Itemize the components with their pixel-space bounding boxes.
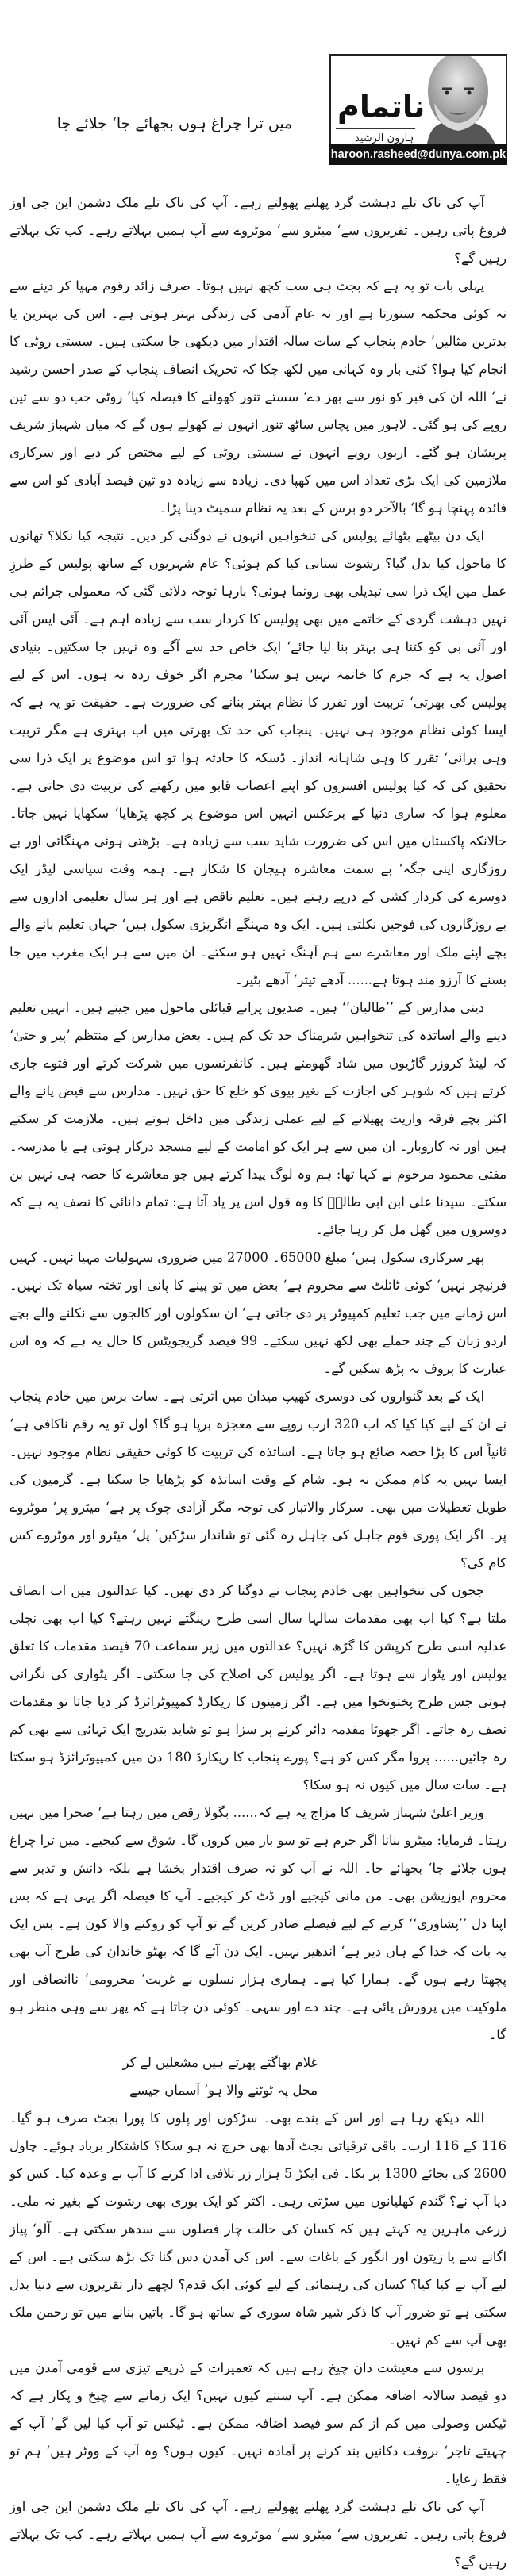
article-paragraph: آپ کی ناک تلے دہشت گرد پھلتے پھولتے رہے۔ آپ کی ناک تلے ملک دشمن این جی اوز فروغ پاتی رہیں۔ تقریروں سے‘ میٹرو سے‘ موٹروے سے آپ ہمیں بہلاتے رہے۔ کب تک بہلاتے رہیں گے؟: [10, 2499, 506, 2570]
article-paragraph: ججوں کی تنخواہیں بھی خادم پنجاب نے دوگنا کر دی تھیں۔ کیا عدالتوں میں اب انصاف ملتا ہے؟ کیا اب بھی مقدمات سالہا سال اسی طرح رینگتے نہیں رہتے؟ کیا اب بھی نچلی عدلیہ اسی طرح کرپشن کا گڑھ نہیں؟ عدالتوں میں زیر سماعت 70 فیصد مقدمات کا تعلق پولیس اور پٹوار سے ہوتا ہے۔ اگر پولیس کی اصلاح کی جا سکتی۔ اگر پٹواری کی نگرانی ہوتی جس طرح پختونخوا میں ہے۔ اگر زمینوں کا ریکارڈ کمپیوٹرائزڈ کر دیا جاتا تو مقدمات نصف رہ جاتے۔ اگر جھوٹا مقدمہ دائر کرنے پر سزا ہو تو شاید بتدریج ایک تہائی سے بھی کم رہ جائیں...... پروا مگر کس کو ہے؟ پورے پنجاب کا ریکارڈ 180 دن میں کمپیوٹرائزڈ ہو سکتا ہے۔ سات سال میں کیوں نہ ہو سکا؟: [10, 1583, 506, 1792]
article-paragraph: وزیر اعلیٰ شہباز شریف کا مزاج یہ ہے کہ...... بگولا رقص میں رہتا ہے‘ صحرا میں نہیں رہتا۔ فرمایا: میٹرو بنانا اگر جرم ہے تو سو بار میں کروں گا۔ شوق سے کیجیے۔ میں ترا چراغ ہوں جلائے جا‘ بجھائے جا۔ اللہ نے آپ کو نہ صرف اقتدار بخشا ہے بلکہ دانش و تدبر سے محروم اپوزیشن بھی۔ من مانی کیجیے اور ڈٹ کر کیجیے۔ آپ کا فیصلہ اگر یہی ہے کہ بس اپنا دل ’’پشاوری‘‘ کرنے کے لیے فیصلے صادر کریں گے تو آپ کو روکنے والا کون ہے۔ بس ایک یہ بات کہ خدا کے ہاں دیر ہے‘ اندھیر نہیں۔ ایک دن آئے گا کہ بھٹو خاندان کی طرح آپ بھی پچھتا رہے ہوں گے۔ ہمارا کیا ہے۔ ہماری ہزار نسلوں نے غربت‘ محرومی‘ ناانصافی اور ملوکیت میں پرورش پائی ہے۔ چند دے اور سہی۔ کوئی دن جاتا ہے کہ پھر سے وہی منظر ہو گا۔: [10, 1805, 506, 2042]
article-paragraph: ایک کے بعد گنواروں کی دوسری کھیپ میدان میں اترتی ہے۔ سات برس میں خادم پنجاب نے ان کے لیے کیا کیا کہ اب 320 ارب روپے سے معجزہ برپا ہو گا؟ اول تو یہ رقم ناکافی ہے‘ ثانیاً اس کا بڑا حصہ ضائع ہو جاتا ہے۔ اساتذہ کی تربیت کا کوئی حقیقی نظام موجود نہیں۔ ایسا نہیں یہ کام ممکن نہ ہو۔ شام کے وقت اساتذہ کو پڑھایا جا سکتا ہے۔ گرمیوں کی طویل تعطیلات میں بھی۔ سرکار والاتبار کی توجہ مگر آزادی چوک پر ہے‘ میٹرو پر‘ موٹروے پر۔ اگر ایک پوری قوم جاہل کی جاہل رہ گئی تو شاندار سڑکیں‘ پل‘ میٹرو اور موٹروے کس کام کی؟: [10, 1389, 506, 1570]
article-paragraph: پھر سرکاری سکول ہیں‘ مبلغ 65000۔ 27000 میں ضروری سہولیات مہیا نہیں۔ کہیں فرنیچر نہیں‘ کوئی ٹائلٹ سے محروم ہے‘ بعض میں تو پینے کا پانی اور تختہ سیاہ تک نہیں۔ اس زمانے میں جب تعلیم کمپیوٹر پر دی جاتی ہے‘ ان سکولوں اور کالجوں سے نکلنے والے بچے اردو زبان کے چند جملے بھی لکھ نہیں سکتے۔ 99 فیصد گریجویٹس کا حال یہ ہے کہ وہ اس عبارت کا پروف نہ پڑھ سکیں گے۔: [10, 1250, 506, 1376]
verse-line: محل پہ ٹوٹنے والا ہو‘ آسماں جیسے: [129, 2083, 318, 2098]
column-name: ناتمام: [337, 89, 426, 124]
article-paragraph: آپ کی ناک تلے دہشت گرد پھلتے پھولتے رہے۔ آپ کی ناک تلے ملک دشمن این جی اوز فروغ پاتی رہیں۔ تقریروں سے‘ میٹرو سے‘ موٹروے سے آپ ہمیں بہلاتے رہے۔ کب تک بہلاتے رہیں گے؟: [10, 195, 506, 266]
article-paragraph: اللہ دیکھ رہا ہے اور اس کے بندے بھی۔ سڑکوں اور پلوں کا پورا بجٹ صرف ہو گیا۔ 116 کے 116 ارب۔ باقی ترقیاتی بجٹ آدھا بھی خرچ نہ ہو سکا؟ کاشتکار برباد ہوئے۔ چاول 2600 کی بجائے 1300 پر بکا۔ فی ایکڑ 5 ہزار زر تلافی ادا کرنے کا آپ نے وعدہ کیا۔ کس کو دیا آپ نے؟ گندم کھلیانوں میں سڑتی رہی۔ اکثر کو ایک بوری بھی رشوت کے بغیر نہ ملی۔ زرعی ماہرین یہ کہتے ہیں کہ کسان کی حالت چار فصلوں سے سدھر سکتی ہے۔ آلو‘ پیاز اگانے سے یا زیتون اور انگور کے باغات سے۔ اس کی آمدن دس گنا تک بڑھ سکتی ہے۔ اس کے لیے آپ نے کیا کیا؟ کسان کی رہنمائی کے لیے کوئی ایک قدم؟ لچھے دار تقریروں سے دنیا بدل سکتی ہے تو ضرور آپ کا ذکر شیر شاہ سوری کے ساتھ ہو گا۔ باتیں بنانے میں تو رحمن ملک بھی آپ سے کم نہیں۔: [10, 2110, 506, 2348]
article-title: میں ترا چراغ ہوں بجھائے جا‘ جلائے جا: [56, 115, 293, 132]
author-email[interactable]: haroon.rasheed@dunya.com.pk: [329, 144, 507, 165]
author-name: ہارون الرشید: [355, 132, 414, 144]
article-body: [10, 189, 506, 2576]
article-paragraph: دینی مدارس کے ’’طالبان‘‘ ہیں۔ صدیوں پرانے قبائلی ماحول میں جیتے ہیں۔ انہیں تعلیم دینے والے اساتذہ کی تنخواہیں شرمناک حد تک کم ہیں۔ بعض مدارس کے منتظم ’پیر و حتیٰ‘ کہ لینڈ کروزر گاڑیوں میں شاد گھومتے ہیں۔ کانفرنسوں میں شرکت کرتے اور فتوے جاری کرتے ہیں کہ شوہر کی اجازت کے بغیر بیوی کو خلع کا حق نہیں۔ مدارس سے فیض پانے والے اکثر بچے فرقہ واریت پھیلانے کے لیے عملی زندگی میں داخل ہوتے ہیں۔ ملازمت کر سکتے ہیں اور نہ کاروبار۔ ان میں سے ہر ایک کو امامت کے لیے مسجد درکار ہوتی ہے یا مدرسہ۔ مفتی محمود مرحوم نے کہا تھا: ہم وہ لوگ پیدا کرتے ہیں جو معاشرے کا حصہ ہی نہیں بن سکتے۔ سیدنا علی ابن ابی طالبؓ کا وہ قول اس پر یاد آتا ہے: تمام دانائی کا نصف یہ ہے کہ دوسروں میں گھل مل کر رہا جائے۔: [10, 1000, 506, 1237]
verse-line: غلام بھاگتے پھرتے ہیں مشعلیں لے کر: [122, 2055, 318, 2070]
article-paragraph: ایک دن بیٹھے بٹھائے پولیس کی تنخواہیں انہوں نے دوگنی کر دیں۔ نتیجہ کیا نکلا؟ تھانوں کا ماحول کیا بدل گیا؟ رشوت ستانی کیا کم ہوئی؟ عام شہریوں کے ساتھ پولیس کے طرزِ عمل میں ایک ذرا سی تبدیلی بھی رونما ہوئی؟ بارہا توجہ دلائی گئی کہ معمولی جرائم ہی نہیں دہشت گردی کے خاتمے میں بھی پولیس کا کردار سب سے زیادہ اہم ہے۔ آئی ایس آئی اور آئی بی کو کتنا ہی بہتر بنا لیا جائے‘ ایک خاص حد سے آگے وہ نہیں جا سکتیں۔ بنیادی اصول یہ ہے کہ جرم کا خاتمہ نہیں ہو سکتا‘ مجرم اگر خوف زدہ نہ ہوں۔ اس کے لیے پولیس کی بھرتی‘ تربیت اور تقرر کا نظام بہتر بنانے کی ضرورت ہے۔ حقیقت تو یہ ہے کہ ایسا کوئی نظام موجود ہی نہیں۔ پنجاب کی حد تک بھرتی میں اب بہتری ہے مگر تربیت وہی پرانی‘ تقرر کا وہی شاہانہ انداز۔ ڈسکہ کا حادثہ ہوا تو اس موضوع پر ایک ذرا سی تحقیق کی کہ کیا پولیس افسروں کو اپنے اعصاب قابو میں رکھنے کی تربیت دی جاتی ہے۔ معلوم ہوا کہ ساری دنیا کے برعکس انہیں اس موضوع پر کچھ پڑھایا‘ سکھایا نہیں جاتا۔ حالانکہ پاکستان میں اس کی ضرورت شاید سب سے زیادہ ہے۔ بڑھتی ہوئی مہنگائی اور بے روزگاری اپنی جگہ‘ بے سمت معاشرہ ہیجان کا شکار ہے۔ ہمہ وقت سیاسی لیڈر ایک دوسرے کی کردار کشی کے درپے رہتے ہیں۔ تعلیم ناقص ہے اور ہر سال تعلیمی اداروں سے بے روزگاروں کی فوجیں نکلتی ہیں۔ ایک وہ مہنگے انگریزی سکول ہیں‘ جہاں تعلیم پانے والے بچے اپنے ملک اور معاشرے سے ہم آہنگ نہیں ہو سکتے۔ ان میں سے ہر ایک مغرب میں جا بسنے کا آرزو مند ہوتا ہے...... آدھے تیتر‘ آدھے بٹیر۔: [10, 528, 506, 987]
column-header: [0, 0, 516, 174]
poetry-verse: [10, 2049, 506, 2104]
divider: [336, 128, 415, 129]
article-paragraph: پہلی بات تو یہ ہے کہ بجٹ ہی سب کچھ نہیں ہوتا۔ صرف زائد رقوم مہیا کر دینے سے نہ کوئی محکمہ سنورتا ہے اور نہ عام آدمی کی زندگی بہتر ہوتی ہے۔ اس کی بہترین یا بدترین مثالیں‘ خادم پنجاب کے سات سالہ اقتدار میں دیکھی جا سکتی ہیں۔ سستی روٹی کا انجام کیا ہوا؟ کئی بار وہ کہانی میں لکھ چکا کہ تحریک انصاف پنجاب کے صدر احسن رشید نے‘ اللہ ان کی قبر کو نور سے بھر دے‘ سستے تنور کھولنے کا فیصلہ کیا‘ روٹی جب دو سے تین روپے کی ہو گئی۔ لاہور میں پچاس ساٹھ تنور انہوں نے کھولے ہوں گے کہ میاں شہباز شریف پریشان ہو گئے۔ اربوں روپے انہوں نے سستی روٹی کے لیے مختص کر دیے اور سرکاری ملازمین کی ایک بڑی تعداد اس میں کھپا دی۔ زیادہ سے زیادہ دو تین فیصد آبادی کو اس سے فائدہ پہنچا ہو گا‘ بالآخر دو برس کے بعد یہ نظام سمیٹ دینا پڑا۔: [10, 278, 506, 516]
article-paragraph: برسوں سے معیشت دان چیخ رہے ہیں کہ تعمیرات کے ذریعے تیزی سے قومی آمدن میں دو فیصد سالانہ اضافہ ممکن ہے۔ آپ سنتے کیوں نہیں؟ ایک زمانے سے چیخ و پکار ہے کہ ٹیکس وصولی میں کم از کم سو فیصد اضافہ ممکن ہے۔ ٹیکس تو آپ کیا لیں گے‘ آپ کے چہیتے تاجر‘ بروقت دکانیں بند کرنے پر آمادہ نہیں۔ کیوں ہوں؟ وہ آپ کے ووٹر ہیں‘ ہم تو فقط رعایا۔: [10, 2360, 506, 2486]
